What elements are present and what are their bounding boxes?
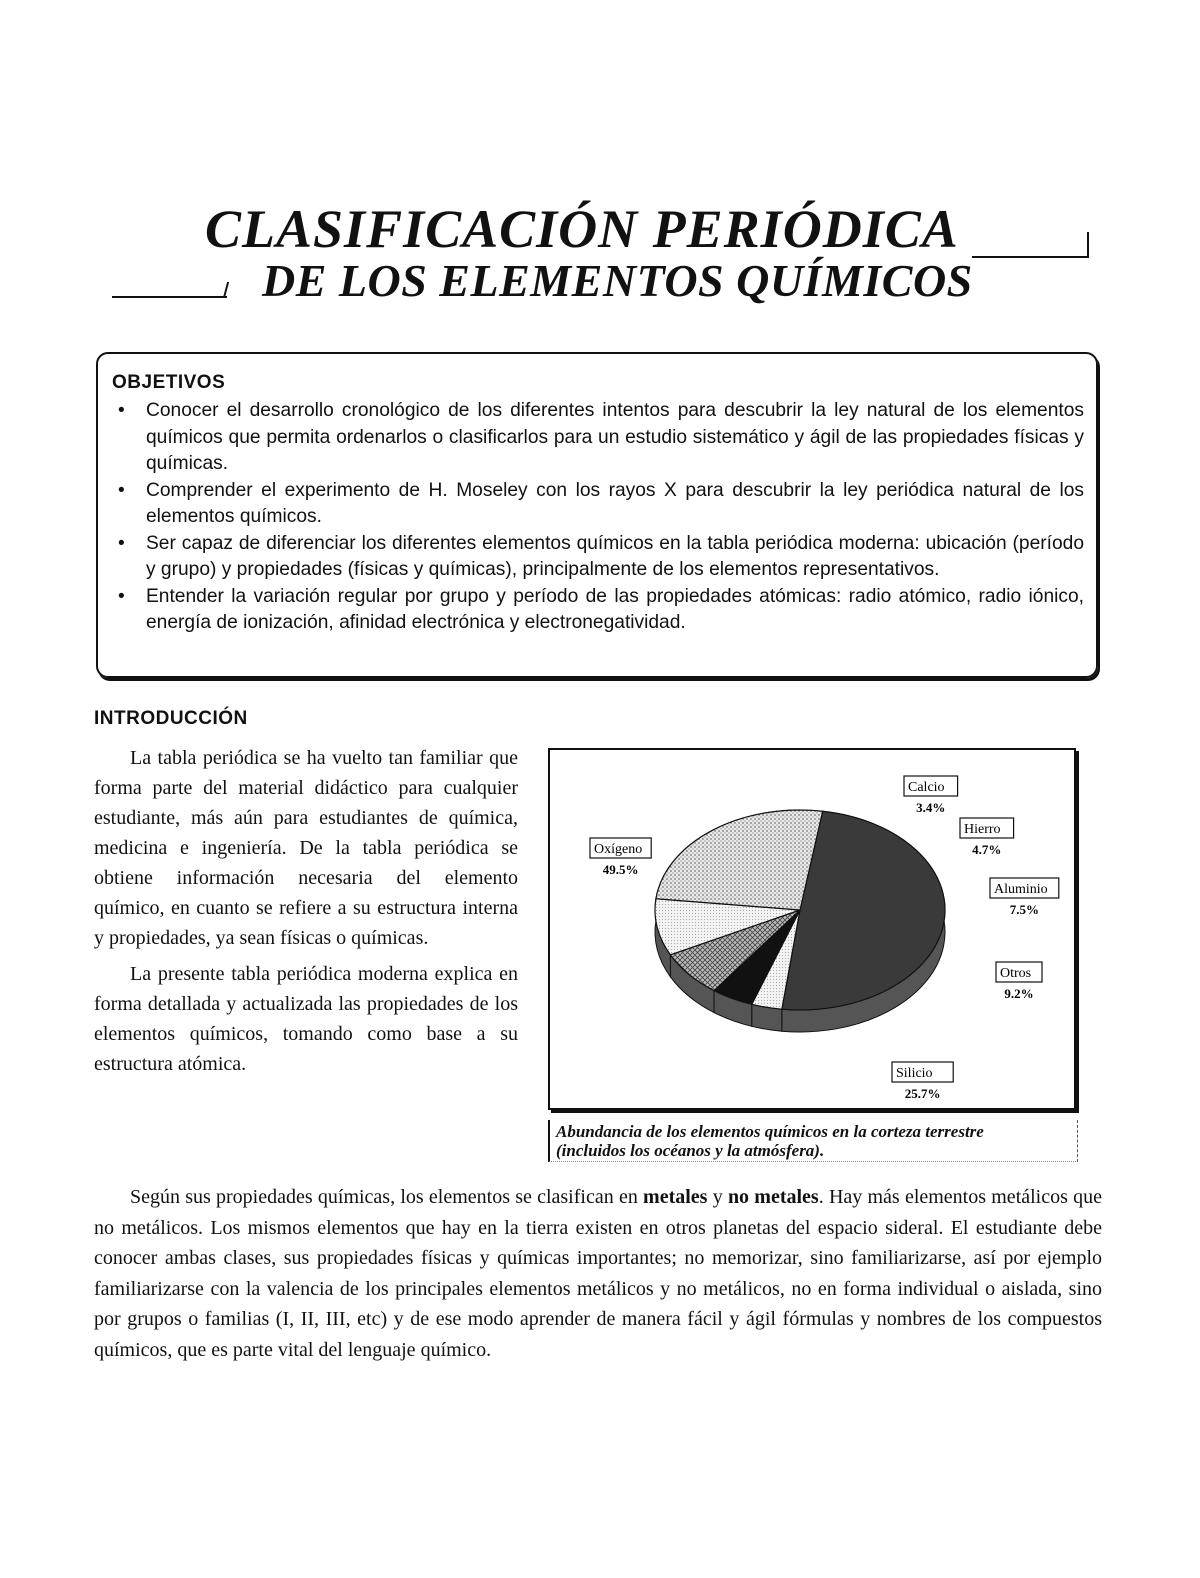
pie-chart xyxy=(550,750,1074,1108)
pie-label-value: 49.5% xyxy=(602,862,639,877)
pie-label-name: Silicio xyxy=(896,1066,933,1081)
page-title-line-1: CLASIFICACIÓN PERIÓDICA xyxy=(205,199,959,259)
objetivo-item: • Entender la variación regular por grupo y período de las propiedades atómicas: radio atómico, radio iónico, energía de ionización, afinidad electrónica y electronegatividad. xyxy=(112,584,1084,637)
pie-chart-figure xyxy=(548,748,1076,1110)
caption-line-1: Abundancia de los elementos químicos en la corteza terrestre xyxy=(556,1122,984,1141)
body-bold-no-metales: no metales xyxy=(727,1186,819,1208)
pie-label-name: Hierro xyxy=(964,822,1001,837)
title-block xyxy=(0,190,1200,330)
pie-label-name: Oxígeno xyxy=(594,842,643,857)
objetivos-box xyxy=(96,352,1098,678)
pie-label-value: 3.4% xyxy=(916,800,946,815)
pie-label-name: Aluminio xyxy=(994,882,1048,897)
body-text-3: . Hay más elementos metálicos que no metálicos. Los mismos elementos que hay en la tierra existen en otros planetas del espacio sideral. El estudiante debe conocer ambas clases, sus propiedades físicas y químicas importantes; no memorizar, sino familiarizarse, así por ejemplo familiarizarse con la valencia de los principales elementos metálicos y no metálicos, no en forma individual o aislada, sino por grupos o familias (I, II, III, etc) y de ese modo aprender de manera fácil y ágil fórmulas y nombres de los compuestos químicos, que es parte vital del lenguaje químico. xyxy=(94,1186,1103,1361)
figure-caption xyxy=(548,1120,1078,1162)
pie-label-name: Calcio xyxy=(908,780,945,795)
page-title-line-2: DE LOS ELEMENTOS QUÍMICOS xyxy=(262,255,973,306)
pie-label-value: 7.5% xyxy=(1009,902,1040,917)
objetivos-list xyxy=(112,398,1084,637)
title-decoration-left xyxy=(112,278,227,298)
pie-label-name: Otros xyxy=(1000,966,1032,981)
objetivo-item: • Ser capaz de diferenciar los diferentes elementos químicos en la tabla periódica moderna: ubicación (período y grupo) y propiedades (físicas y químicas), principalmente de los elementos representativos. xyxy=(112,531,1084,584)
body-text-2: y xyxy=(707,1186,728,1208)
pie-label-value: 9.2% xyxy=(1004,986,1034,1001)
introduccion-heading: INTRODUCCIÓN xyxy=(94,708,248,729)
body-text-1: Según sus propiedades químicas, los elementos se clasifican en xyxy=(130,1186,644,1208)
objetivo-item: • Conocer el desarrollo cronológico de los diferentes intentos para descubrir la ley natural de los elementos químicos que permita ordenarlos o clasificarlos para un estudio sistemático y ágil de las propiedades físicas y químicas. xyxy=(112,398,1084,478)
introduccion-text xyxy=(94,743,518,1085)
body-bold-metales: metales xyxy=(643,1186,708,1208)
pie-label-value: 25.7% xyxy=(904,1086,941,1101)
pie-label-value: 4.7% xyxy=(972,842,1002,857)
objetivos-heading: OBJETIVOS xyxy=(112,372,226,393)
intro-paragraph-2: La presente tabla periódica moderna explica en forma detallada y actualizada las propiedades de los elementos químicos, tomando como base a su estructura atómica. xyxy=(94,963,518,1075)
objetivo-item: • Comprender el experimento de H. Moseley con los rayos X para descubrir la ley periódica natural de los elementos químicos. xyxy=(112,478,1084,531)
pie-slice-silicio xyxy=(656,810,823,910)
title-decoration-right xyxy=(972,232,1089,258)
intro-paragraph-1: La tabla periódica se ha vuelto tan familiar que forma parte del material didáctico para cualquier estudiante, más aún para estudiantes de química, medicina e ingeniería. De la tabla periódica se obtiene información necesaria del elemento químico, en cuanto se refiere a su estructura interna y propiedades, ya sean físicas o químicas. xyxy=(94,747,518,949)
body-paragraph xyxy=(94,1182,1102,1365)
caption-line-2: (incluidos los océanos y la atmósfera). xyxy=(556,1141,825,1160)
